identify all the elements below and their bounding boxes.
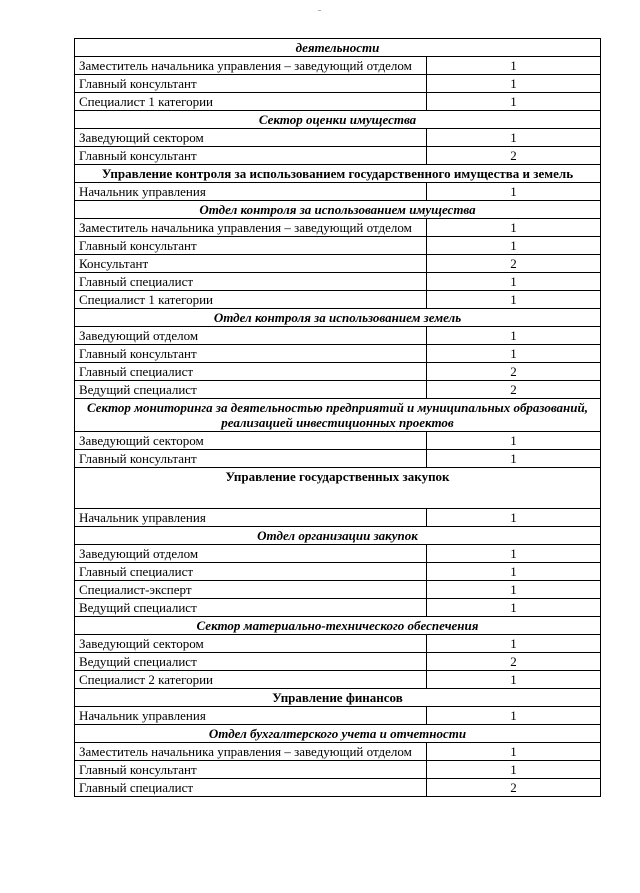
position-count: 1 (427, 563, 601, 581)
division-title: Управление государственных закупок (75, 468, 601, 509)
subdivision-title: Отдел бухгалтерского учета и отчетности (75, 725, 601, 743)
position-count: 1 (427, 509, 601, 527)
position-name: Заместитель начальника управления – заведующий отделом (75, 219, 427, 237)
position-count: 1 (427, 327, 601, 345)
position-count: 1 (427, 743, 601, 761)
section-header-row (75, 165, 601, 183)
position-name: Заведующий отделом (75, 327, 427, 345)
division-title: Управление финансов (75, 689, 601, 707)
position-name: Заместитель начальника управления – заведующий отделом (75, 743, 427, 761)
position-row (75, 75, 601, 93)
position-count: 2 (427, 255, 601, 273)
position-count: 1 (427, 237, 601, 255)
position-name: Ведущий специалист (75, 381, 427, 399)
position-name: Главный консультант (75, 237, 427, 255)
staffing-table (74, 38, 601, 797)
section-header-row (75, 39, 601, 57)
section-header-row (75, 399, 601, 432)
position-count: 1 (427, 635, 601, 653)
position-count: 1 (427, 93, 601, 111)
division-title: Управление контроля за использованием государственного имущества и земель (75, 165, 601, 183)
position-count: 2 (427, 653, 601, 671)
position-count: 2 (427, 363, 601, 381)
position-count: 1 (427, 450, 601, 468)
position-count: 1 (427, 581, 601, 599)
position-name: Главный специалист (75, 779, 427, 797)
position-count: 1 (427, 219, 601, 237)
position-row (75, 291, 601, 309)
section-header-row (75, 617, 601, 635)
position-name: Заведующий сектором (75, 635, 427, 653)
position-row (75, 545, 601, 563)
position-count: 1 (427, 183, 601, 201)
position-row (75, 345, 601, 363)
position-name: Начальник управления (75, 707, 427, 725)
position-row (75, 707, 601, 725)
position-row (75, 183, 601, 201)
section-header-row (75, 201, 601, 219)
position-row (75, 219, 601, 237)
section-header-row (75, 468, 601, 509)
position-name: Главный консультант (75, 345, 427, 363)
position-name: Главный специалист (75, 363, 427, 381)
position-count: 1 (427, 599, 601, 617)
position-name: Консультант (75, 255, 427, 273)
position-count: 1 (427, 345, 601, 363)
position-count: 1 (427, 273, 601, 291)
position-name: Главный консультант (75, 450, 427, 468)
subdivision-title: Сектор мониторинга за деятельностью предприятий и муниципальных образований, реализацией инвестиционных проектов (75, 399, 601, 432)
position-row (75, 93, 601, 111)
position-count: 2 (427, 147, 601, 165)
staffing-table-body (75, 39, 601, 797)
subdivision-title: Отдел организации закупок (75, 527, 601, 545)
position-row (75, 761, 601, 779)
position-row (75, 237, 601, 255)
position-count: 1 (427, 761, 601, 779)
subdivision-title: Отдел контроля за использованием земель (75, 309, 601, 327)
position-name: Специалист 2 категории (75, 671, 427, 689)
position-row (75, 450, 601, 468)
position-row (75, 599, 601, 617)
position-name: Главный специалист (75, 273, 427, 291)
position-name: Специалист 1 категории (75, 93, 427, 111)
position-name: Заместитель начальника управления – заведующий отделом (75, 57, 427, 75)
position-count: 1 (427, 57, 601, 75)
position-count: 1 (427, 671, 601, 689)
position-row (75, 255, 601, 273)
position-name: Начальник управления (75, 509, 427, 527)
position-row (75, 779, 601, 797)
position-name: Заведующий сектором (75, 129, 427, 147)
position-name: Главный специалист (75, 563, 427, 581)
position-row (75, 581, 601, 599)
position-count: 1 (427, 545, 601, 563)
position-name: Заведующий отделом (75, 545, 427, 563)
section-header-row (75, 725, 601, 743)
subdivision-title: деятельности (75, 39, 601, 57)
position-name: Специалист 1 категории (75, 291, 427, 309)
position-count: 2 (427, 779, 601, 797)
section-header-row (75, 111, 601, 129)
position-name: Специалист-эксперт (75, 581, 427, 599)
position-row (75, 509, 601, 527)
position-count: 1 (427, 75, 601, 93)
position-count: 1 (427, 707, 601, 725)
position-count: 1 (427, 129, 601, 147)
position-name: Главный консультант (75, 75, 427, 93)
position-row (75, 327, 601, 345)
position-row (75, 432, 601, 450)
position-row (75, 147, 601, 165)
position-row (75, 273, 601, 291)
position-row (75, 671, 601, 689)
position-row (75, 57, 601, 75)
position-row (75, 381, 601, 399)
position-name: Заведующий сектором (75, 432, 427, 450)
position-row (75, 653, 601, 671)
subdivision-title: Сектор материально-технического обеспечения (75, 617, 601, 635)
position-count: 1 (427, 432, 601, 450)
position-row (75, 563, 601, 581)
position-row (75, 743, 601, 761)
position-name: Главный консультант (75, 761, 427, 779)
page-mark (318, 10, 321, 11)
position-row (75, 363, 601, 381)
position-name: Главный консультант (75, 147, 427, 165)
subdivision-title: Отдел контроля за использованием имущества (75, 201, 601, 219)
section-header-row (75, 309, 601, 327)
position-count: 1 (427, 291, 601, 309)
position-name: Ведущий специалист (75, 599, 427, 617)
position-row (75, 635, 601, 653)
position-row (75, 129, 601, 147)
position-name: Начальник управления (75, 183, 427, 201)
section-header-row (75, 527, 601, 545)
position-name: Ведущий специалист (75, 653, 427, 671)
section-header-row (75, 689, 601, 707)
subdivision-title: Сектор оценки имущества (75, 111, 601, 129)
position-count: 2 (427, 381, 601, 399)
